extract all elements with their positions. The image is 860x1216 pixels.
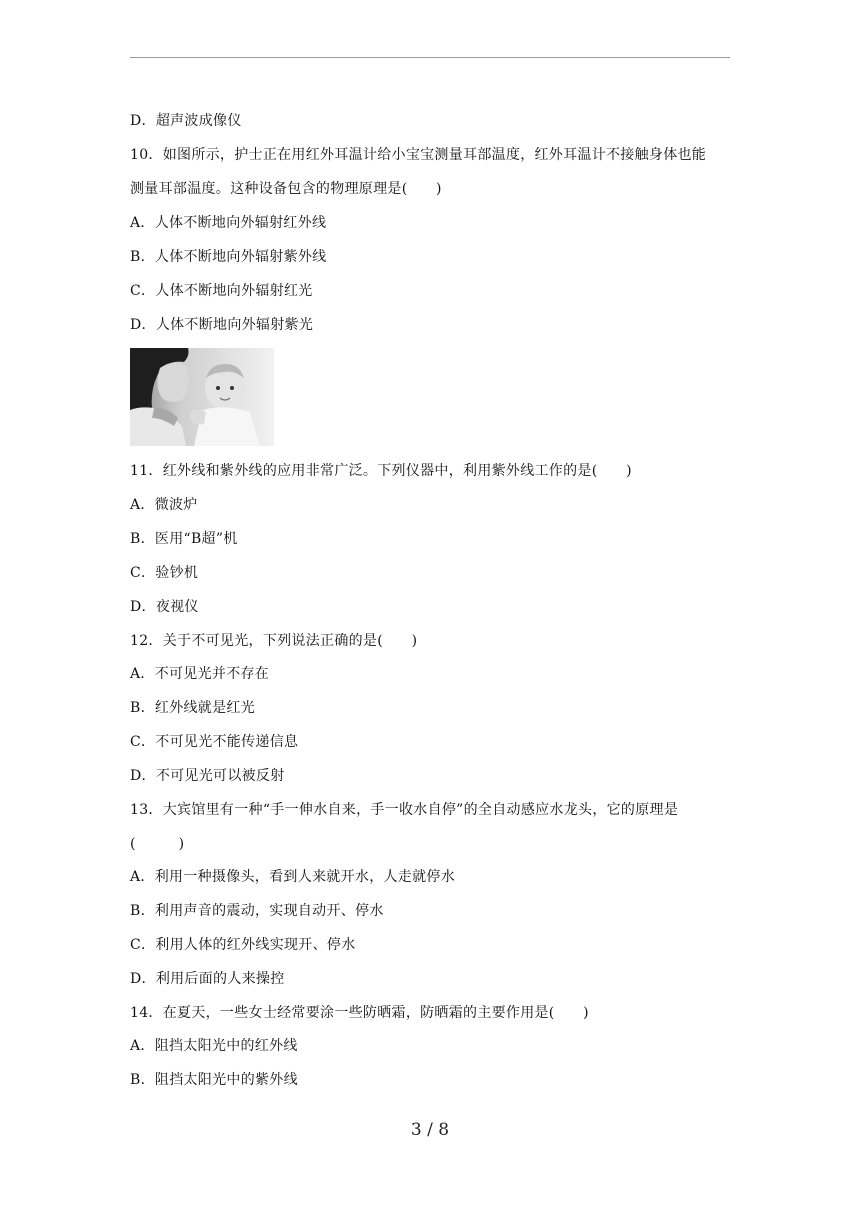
question-14: 14．在夏天，一些女士经常要涂一些防晒霜，防晒霜的主要作用是( ) [130, 1005, 589, 1021]
option-b-q14: B．阻挡太阳光中的紫外线 [130, 1072, 298, 1088]
option-c-q12: C．不可见光不能传递信息 [130, 734, 299, 750]
option-a-q11: A．微波炉 [130, 497, 198, 513]
option-d-q11: D．夜视仪 [130, 599, 199, 615]
question-10-line-2: 测量耳部温度。这种设备包含的物理原理是( ) [130, 181, 442, 197]
option-c-q13: C．利用人体的红外线实现开、停水 [130, 937, 356, 953]
option-b-q11: B．医用“B超”机 [130, 531, 238, 547]
question-11: 11．红外线和紫外线的应用非常广泛。下列仪器中，利用紫外线工作的是( ) [130, 463, 632, 479]
option-b-q12: B．红外线就是红光 [130, 700, 255, 716]
nurse-baby-photo [130, 348, 274, 446]
option-b-q13: B．利用声音的震动，实现自动开、停水 [130, 903, 384, 919]
option-a-q13: A．利用一种摄像头，看到人来就开水，人走就停水 [130, 869, 456, 885]
page-number: 3 / 8 [410, 1120, 450, 1140]
option-d-q13: D．利用后面的人来操控 [130, 971, 285, 987]
question-13-line-2: ( ) [130, 836, 185, 852]
option-d-q10: D．人体不断地向外辐射紫光 [130, 317, 314, 333]
option-c-q11: C．验钞机 [130, 565, 199, 581]
question-10-line-1: 10．如图所示，护士正在用红外耳温计给小宝宝测量耳部温度，红外耳温计不接触身体也能 [130, 147, 707, 163]
question-12: 12．关于不可见光，下列说法正确的是( ) [130, 633, 418, 649]
option-b-q10: B．人体不断地向外辐射紫外线 [130, 249, 327, 265]
option-c-q10: C．人体不断地向外辐射红光 [130, 283, 313, 299]
option-a-q12: A．不可见光并不存在 [130, 666, 270, 682]
header-rule [130, 57, 730, 58]
question-13-line-1: 13．大宾馆里有一种“手一伸水自来，手一收水自停”的全自动感应水龙头，它的原理是 [130, 802, 679, 818]
option-d-q12: D．不可见光可以被反射 [130, 768, 285, 784]
option-a-q14: A．阻挡太阳光中的红外线 [130, 1038, 298, 1054]
option-a-q10: A．人体不断地向外辐射红外线 [130, 215, 327, 231]
option-d-q9: D．超声波成像仪 [130, 113, 242, 129]
